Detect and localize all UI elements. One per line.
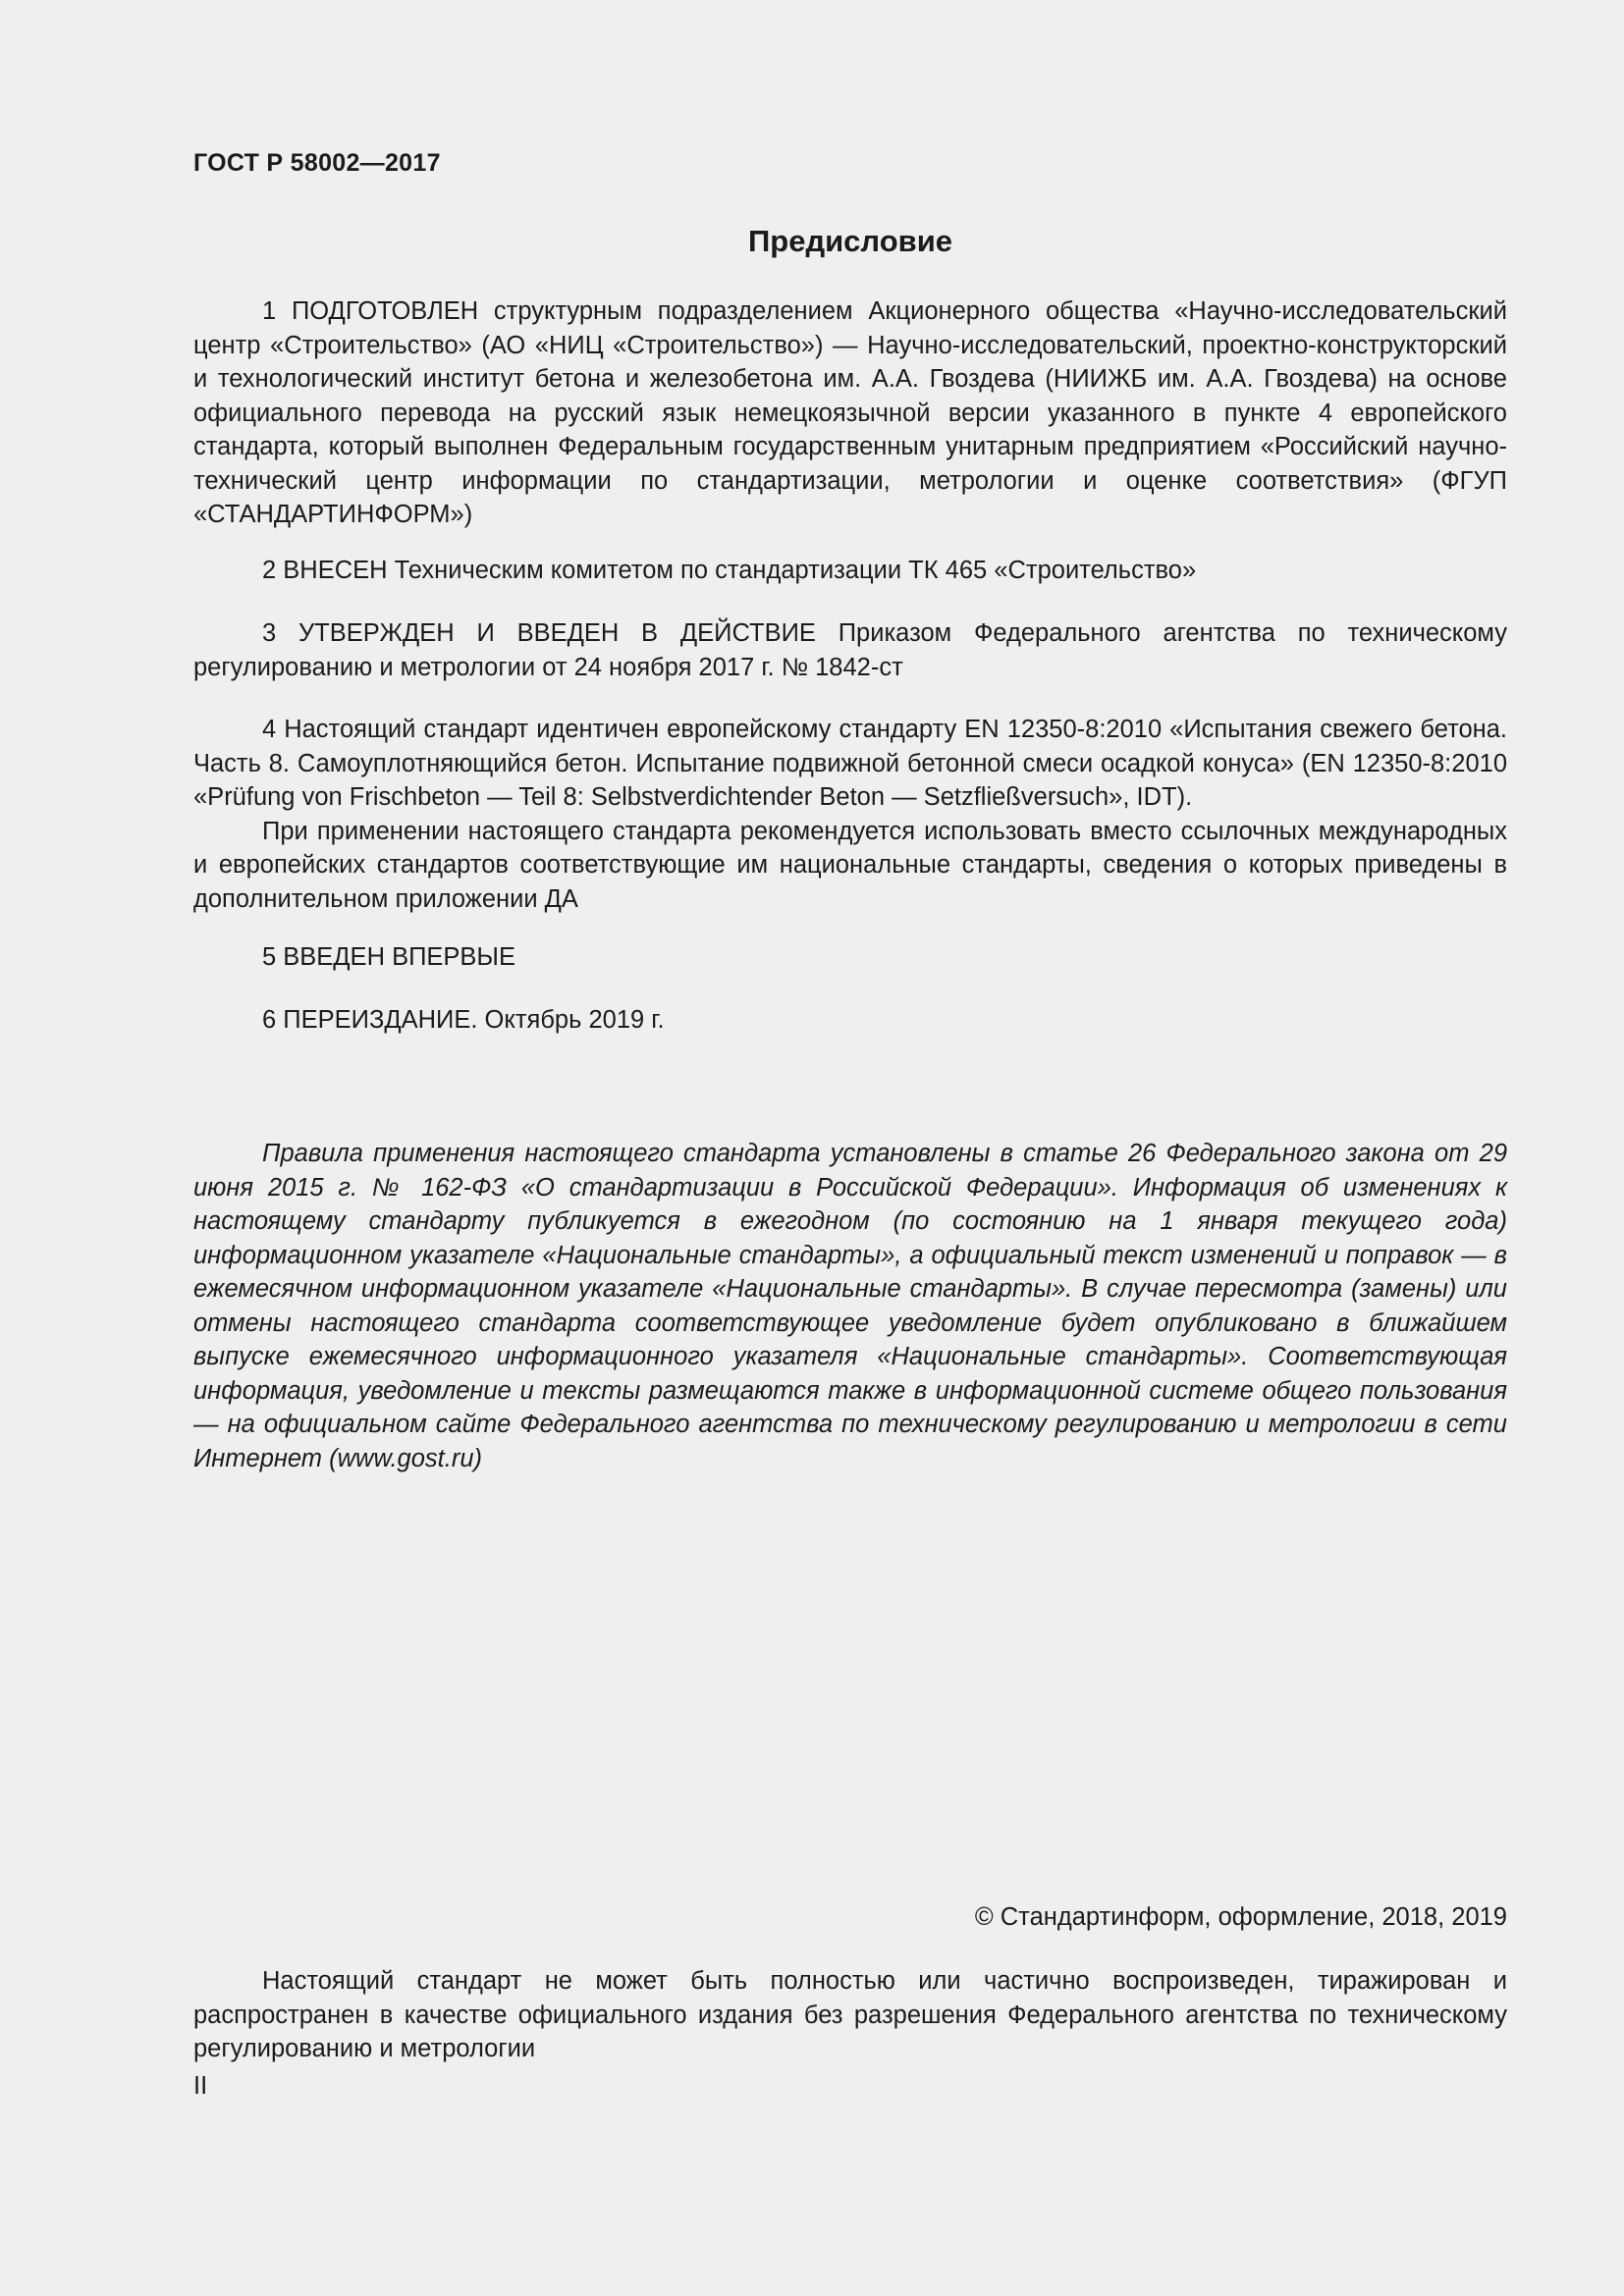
standard-code: ГОСТ Р 58002—2017 [193,149,441,177]
section-1-text: 1 ПОДГОТОВЛЕН структурным подразделением Акционерного общества «Научно-исследовательский центр «Строительство» (АО «НИЦ «Строительство») — Научно-исследовательский, проектно-конструкторский и технологический институт бетона и железобетона им. А.А. Гвоздева (НИИЖБ им. А.А. Гвоздева) на основе официального перевода на русский язык немецкоязычной версии указанного в пункте 4 европейского стандарта, который выполнен Федеральным государственным унитарным предприятием «Российский научно-технический центр информации по стандартизации, метрологии и оценке соответствия» (ФГУП «СТАНДАРТИНФОРМ») [193,297,1507,528]
section-6 [193,1003,1507,1038]
section-1 [193,294,1507,532]
section-6-text: 6 ПЕРЕИЗДАНИЕ. Октябрь 2019 г. [262,1006,665,1034]
section-5-text: 5 ВВЕДЕН ВПЕРВЫЕ [262,943,516,971]
section-3 [193,616,1507,684]
section-2-text: 2 ВНЕСЕН Техническим комитетом по стандартизации ТК 465 «Строительство» [262,557,1197,584]
section-2 [193,554,1507,588]
section-4-note: При применении настоящего стандарта рекомендуется использовать вместо ссылочных международных и европейских стандартов соответствующие им национальные стандарты, сведения о которых приведены в дополнительном приложении ДА [193,817,1507,913]
reproduction-notice [193,1964,1507,2066]
application-rules-text: Правила применения настоящего стандарта установлены в статье 26 Федерального закона от 29 июня 2015 г. № 162-ФЗ «О стандартизации в Российской Федерации». Информация об изменениях к настоящему стандарту публикуется в ежегодном (по состоянию на 1 января текущего года) информационном указателе «Национальные стандарты», а официальный текст изменений и поправок — в ежемесячном информационном указателе «Национальные стандарты». В случае пересмотра (замены) или отмены настоящего стандарта соответствующее уведомление будет опубликовано в ближайшем выпуске ежемесячного информационного указателя «Национальные стандарты». Соответствующая информация, уведомление и тексты размещаются также в информационной системе общего пользования — на официальном сайте Федерального агентства по техническому регулированию и метрологии в сети Интернет (www.gost.ru) [193,1140,1507,1472]
section-4-text: 4 Настоящий стандарт идентичен европейскому стандарту EN 12350-8:2010 «Испытания свежего бетона. Часть 8. Самоуплотняющийся бетон. Испытание подвижной бетонной смеси осадкой конуса» (EN 12350-8:2010 «Prüfung von Frischbeton — Teil 8: Selbstverdichtender Beton — Setzfließversuch», IDT). [193,716,1507,811]
section-5 [193,940,1507,975]
page-number: II [193,2072,208,2100]
page-title: Предисловие [747,224,952,258]
reproduction-notice-text: Настоящий стандарт не может быть полностью или частично воспроизведен, тиражирован и распространен в качестве официального издания без разрешения Федерального агентства по техническому регулированию и метрологии [193,1967,1507,2062]
copyright-line: © Стандартинформ, оформление, 2018, 2019 [974,1903,1507,1931]
section-3-text: 3 УТВЕРЖДЕН И ВВЕДЕН В ДЕЙСТВИЕ Приказом Федерального агентства по техническому регулированию и метрологии от 24 ноября 2017 г. № 1842-ст [193,619,1507,681]
application-rules [193,1137,1507,1475]
section-4 [193,713,1507,916]
